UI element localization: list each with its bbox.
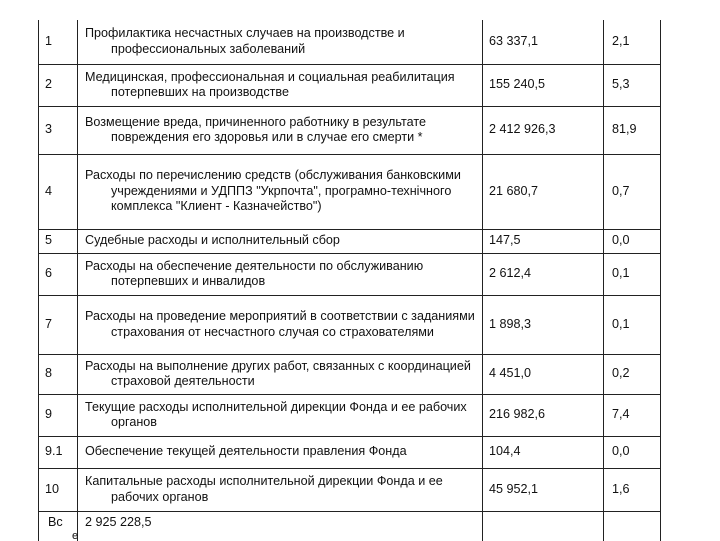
row-number: 5 [39, 229, 78, 253]
table-row [39, 253, 661, 295]
table-row [39, 20, 661, 64]
row-description: Расходы по перечислению средств (обслуживания банковскими учреждениями и УДППЗ "Укрпочта", програмно-технічного комплекса "Клиент - Казначейство") [85, 168, 461, 214]
row-amount: 63 337,1 [483, 20, 604, 64]
row-percent: 0,0 [604, 229, 661, 253]
row-amount: 45 952,1 [483, 468, 604, 511]
table-row [39, 64, 661, 106]
row-number: 7 [39, 295, 78, 354]
row-amount: 147,5 [483, 229, 604, 253]
table-row [39, 468, 661, 511]
row-amount: 4 451,0 [483, 354, 604, 394]
row-description: Расходы на проведение мероприятий в соответствии с заданиями страхования от несчастного случая со страхователями [85, 309, 475, 339]
row-number: 1 [39, 20, 78, 64]
row-percent: 5,3 [604, 64, 661, 106]
row-percent: 0,0 [604, 436, 661, 468]
row-number: 6 [39, 253, 78, 295]
total-percent-cell [604, 511, 661, 541]
row-number: 8 [39, 354, 78, 394]
row-amount: 2 612,4 [483, 253, 604, 295]
total-amount-cell [483, 511, 604, 541]
row-percent: 81,9 [604, 106, 661, 154]
row-amount: 216 982,6 [483, 394, 604, 436]
row-description: Возмещение вреда, причиненного работнику в результате повреждения его здоровья или в случае его смерти * [85, 114, 426, 144]
row-percent: 7,4 [604, 394, 661, 436]
row-percent: 0,2 [604, 354, 661, 394]
row-description: Текущие расходы исполнительной дирекции Фонда и ее рабочих органов [85, 399, 467, 429]
row-amount: 1 898,3 [483, 295, 604, 354]
total-value: 2 925 228,5 [78, 511, 483, 541]
row-description: Обеспечение текущей деятельности правления Фонда [85, 444, 407, 459]
table-row [39, 154, 661, 229]
table-row [39, 394, 661, 436]
table-row [39, 106, 661, 154]
expenses-table [38, 20, 661, 541]
row-number: 9 [39, 394, 78, 436]
row-description: Расходы на обеспечение деятельности по обслуживанию потерпевших и инвалидов [85, 258, 424, 288]
row-percent: 1,6 [604, 468, 661, 511]
total-label: Вс [39, 511, 78, 541]
row-percent: 0,1 [604, 295, 661, 354]
row-number: 2 [39, 64, 78, 106]
row-number: 4 [39, 154, 78, 229]
table-row [39, 354, 661, 394]
row-description: Медицинская, профессиональная и социальная реабилитация потерпевших на производстве [85, 69, 455, 99]
row-amount: 155 240,5 [483, 64, 604, 106]
row-number: 3 [39, 106, 78, 154]
row-amount: 104,4 [483, 436, 604, 468]
row-amount: 21 680,7 [483, 154, 604, 229]
row-percent: 0,7 [604, 154, 661, 229]
row-description: Капитальные расходы исполнительной дирекции Фонда и ее рабочих органов [85, 474, 443, 504]
table-row [39, 229, 661, 253]
table-row [39, 295, 661, 354]
row-number: 10 [39, 468, 78, 511]
row-description: Расходы на выполнение других работ, связанных с координацией страховой деятельности [85, 358, 471, 388]
clipped-total-label-tail: е [72, 532, 78, 540]
table-row [39, 436, 661, 468]
total-row [39, 511, 661, 541]
row-description: Профилактика несчастных случаев на производстве и профессиональных заболеваний [85, 26, 405, 56]
row-percent: 0,1 [604, 253, 661, 295]
row-amount: 2 412 926,3 [483, 106, 604, 154]
row-number: 9.1 [39, 436, 78, 468]
row-percent: 2,1 [604, 20, 661, 64]
row-description: Судебные расходы и исполнительный сбор [85, 233, 340, 248]
